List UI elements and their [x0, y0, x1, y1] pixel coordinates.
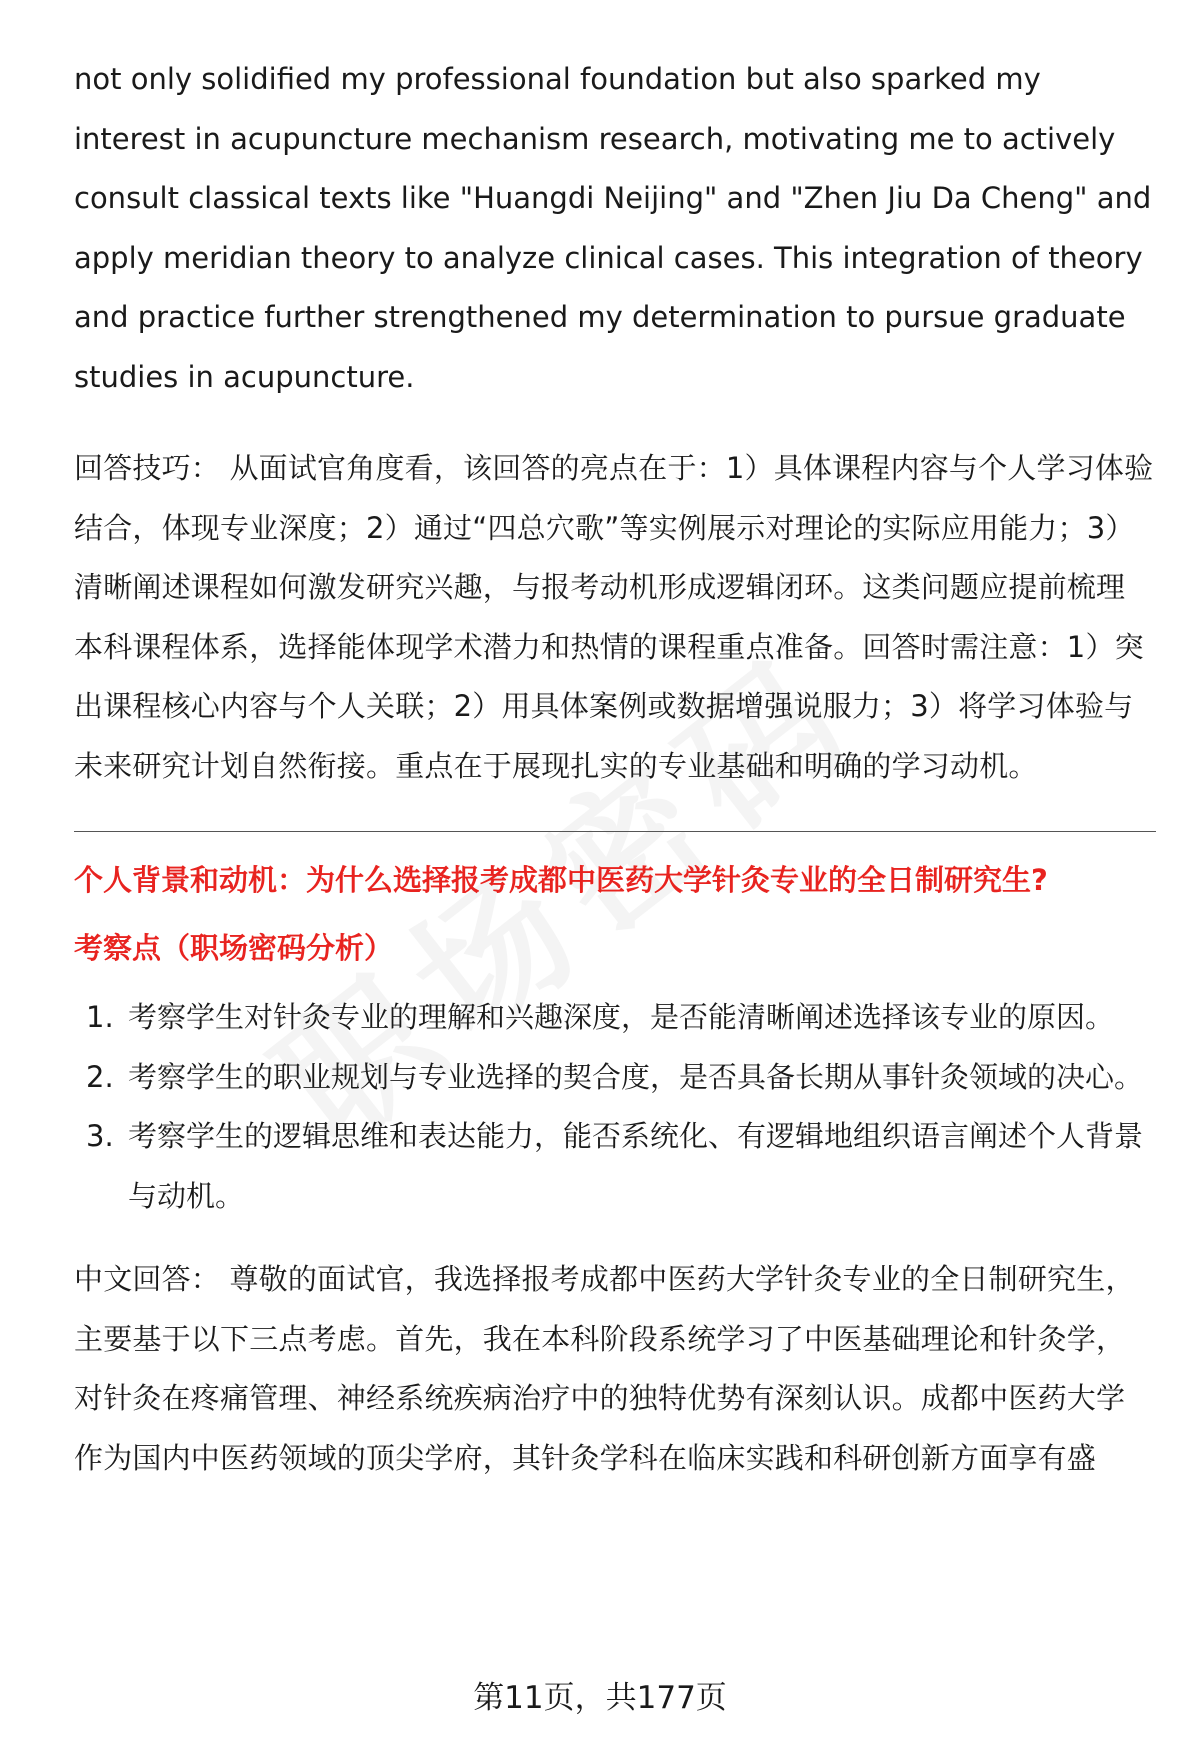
page-number-footer: 第11页，共177页	[473, 1680, 727, 1716]
tips-paragraph	[74, 439, 1154, 796]
list-item	[74, 1048, 1154, 1108]
answer-cn-label: 中文回答：	[74, 1262, 221, 1296]
points-list	[74, 988, 1154, 1226]
list-item-number: 1.	[86, 1000, 114, 1034]
list-item-text: 考察学生的逻辑思维和表达能力，能否系统化、有逻辑地组织语言阐述个人背景与动机。	[128, 1119, 1144, 1213]
tips-label: 回答技巧：	[74, 451, 221, 485]
list-item-text: 考察学生对针灸专业的理解和兴趣深度，是否能清晰阐述选择该专业的原因。	[128, 1000, 1115, 1034]
tips-text: 从面试官角度看，该回答的亮点在于：1）具体课程内容与个人学习体验结合，体现专业深度；2）通过“四总穴歌”等实例展示对理论的实际应用能力；3）清晰阐述课程如何激发研究兴趣，与报考动机形成逻辑闭环。这类问题应提前梳理本科课程体系，选择能体现学术潜力和热情的课程重点准备。回答时需注意：1）突出课程核心内容与个人关联；2）用具体案例或数据增强说服力；3）将学习体验与未来研究计划自然衔接。重点在于展现扎实的专业基础和明确的学习动机。	[74, 451, 1154, 783]
list-item-number: 3.	[86, 1119, 114, 1153]
answer-cn-text: 尊敬的面试官，我选择报考成都中医药大学针灸专业的全日制研究生，主要基于以下三点考虑。首先，我在本科阶段系统学习了中医基础理论和针灸学，对针灸在疼痛管理、神经系统疾病治疗中的独特优势有深刻认识。成都中医药大学作为国内中医药领域的顶尖学府，其针灸学科在临床实践和科研创新方面享有盛	[74, 1262, 1135, 1475]
section-divider	[74, 831, 1156, 832]
points-heading: 考察点（职场密码分析）	[74, 931, 394, 965]
intro-paragraph: not only solidified my professional foundation but also sparked my interest in acupuncture mechanism research, motivating me to actively consult classical texts like "Huangdi Neijing" and "Zhen Jiu Da Cheng" and apply meridian theory to analyze clinical cases. This integration of theory and practice further strengthened my determination to pursue graduate studies in acupuncture.	[74, 62, 1152, 394]
list-item	[74, 1107, 1154, 1226]
list-item	[74, 988, 1154, 1048]
answer-cn-paragraph	[74, 1250, 1154, 1488]
list-item-text: 考察学生的职业规划与专业选择的契合度，是否具备长期从事针灸领域的决心。	[128, 1059, 1144, 1094]
question-title: 个人背景和动机：为什么选择报考成都中医药大学针灸专业的全日制研究生?	[74, 863, 1048, 897]
document-page	[74, 50, 1154, 1488]
list-item-number: 2.	[86, 1059, 114, 1094]
